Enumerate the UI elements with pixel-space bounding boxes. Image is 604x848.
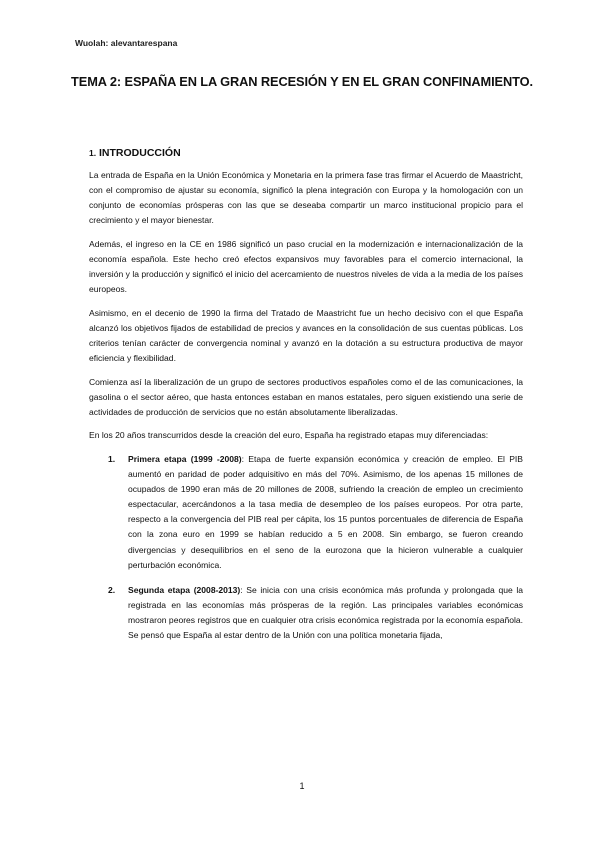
- paragraph: Comienza así la liberalización de un grupo de sectores productivos españoles como el de las comunicaciones, la gasolina o el sector aéreo, que hasta entonces estaban en manos estatales, pero siguen existiendo una serie de actividades de producción de servicios que no están absolutamente liberalizadas.: [89, 376, 523, 417]
- section-heading: [89, 147, 181, 159]
- stages-list: [89, 452, 523, 643]
- paragraph: Además, el ingreso en la CE en 1986 significó un paso crucial en la modernización e internacionalización de la economía española. Este hecho creó efectos expansivos muy favorables para el comercio internacional, la inversión y la producción y significó el inicio del acercamiento de nuestros niveles de vida a la media de los países europeos.: [89, 238, 523, 295]
- document-title: TEMA 2: ESPAÑA EN LA GRAN RECESIÓN Y EN EL GRAN CONFINAMIENTO.: [71, 74, 533, 89]
- list-item: [89, 452, 523, 573]
- paragraph: La entrada de España en la Unión Económica y Monetaria en la primera fase tras firmar el Acuerdo de Maastricht, con el compromiso de ajustar su economía, significó la plena integración con Europa y la homologación con un conjunto de economías prósperas con las que se deseaba compartir un marco institucional propicio para el crecimiento y el mayor bienestar.: [89, 170, 523, 226]
- page-number: 1: [299, 781, 305, 791]
- stage-text: : Se inicia con una crisis económica más profunda y prolongada que la registrada en las economías más prósperas de la región. Las principales variables económicas mostraron peores registros que en cualquier otra crisis económica registrada por la economía española. Se pensó que España al estar dentro de la Unión con una política monetaria fijada,: [128, 584, 524, 641]
- author-header: Wuolah: alevantarespana: [75, 38, 178, 48]
- paragraph: Asimismo, en el decenio de 1990 la firma del Tratado de Maastricht fue un hecho decisivo con el que España alcanzó los objetivos fijados de estabilidad de precios y avances en la consolidación de sus cuentas públicas. Los criterios tenían carácter de convergencia nominal y avanzó en la dotación a su estructura productiva de mayor eficiencia y flexibilidad.: [89, 307, 523, 364]
- stage-label: Segunda etapa (2008-2013): [128, 584, 241, 595]
- section-number: 1.: [89, 148, 97, 158]
- stage-label: Primera etapa (1999 -2008): [128, 454, 242, 464]
- paragraph: En los 20 años transcurridos desde la creación del euro, España ha registrado etapas muy diferenciadas:: [89, 430, 489, 441]
- list-marker: 2.: [108, 584, 116, 595]
- stage-text: : Etapa de fuerte expansión económica y creación de empleo. El PIB aumentó en paridad de poder adquisitivo en más del 70%. Asimismo, de los apenas 15 millones de ocupados de 1990 eran más de 20 millones de 2008, sufriendo la creación de empleo un crecimiento espectacular, acercándonos a la tasa media de desempleo de los países europeos. Por otra parte, respecto a la convergencia del PIB real per cápita, los 15 puntos porcentuales de diferencia de España con la zona euro en 1999 se habían reducido a 5 en 2008. Sin embargo, se fueron creando divergencias y desequilibrios en el seno de la eurozona que la hicieron vulnerable a cualquier perturbación económica.: [128, 454, 523, 570]
- list-marker: 1.: [108, 454, 116, 464]
- list-item: [89, 583, 523, 643]
- section-title: INTRODUCCIÓN: [99, 147, 181, 159]
- document-body: [89, 168, 523, 653]
